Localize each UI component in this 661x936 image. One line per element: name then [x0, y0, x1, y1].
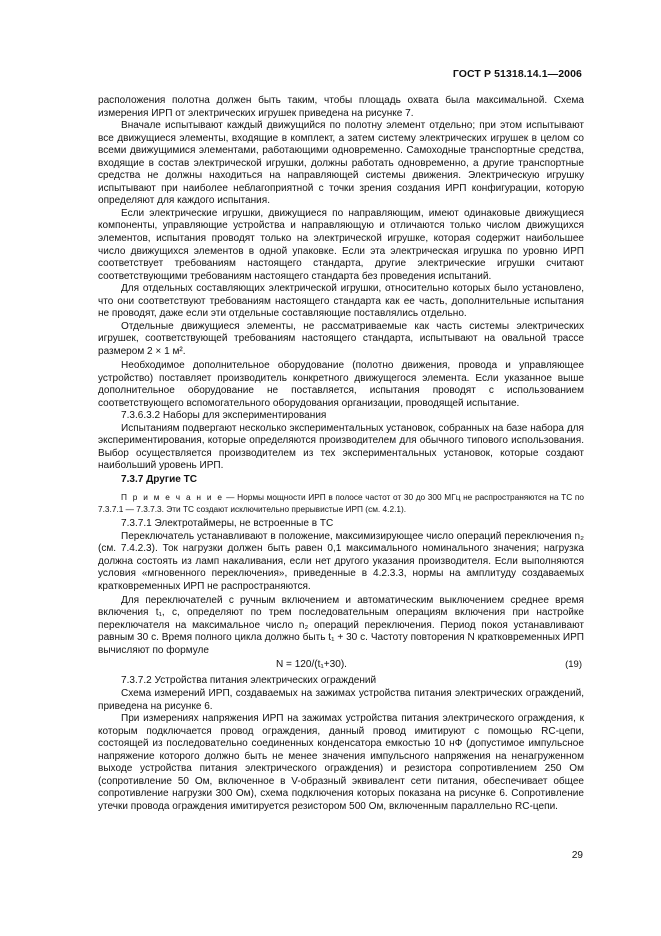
subsection-heading: 7.3.7.1 Электротаймеры, не встроенные в ТС	[121, 517, 334, 529]
subsection-heading: 7.3.6.3.2 Наборы для экспериментирования	[121, 410, 327, 422]
paragraph: Испытаниям подвергают несколько экспериментальных установок, собранных на базе набора для экспериментирования, которые определяются производителем для обычного типового использования. Выбор осуществляется производителем из тех экспериментальных установок, которые создают наибольший уровень ИРП.	[98, 422, 584, 472]
paragraph: При измерениях напряжения ИРП на зажимах устройства питания электрического ограждения, к которым подключается провод ограждения, данный провод имитируют с помощью RC-цепи, состоящей из последовательно соединенных конденсатора емкостью 10 нФ (допустимое импульсное напряжение которого должно быть не менее значения импульсного напряжения на ненагруженном выходе устройства питания электрического ограждения) и резистора сопротивлением 250 Ом (сопротивление 50 Ом, включенное в V-образный эквивалент сети питания, обеспечивает общее сопротивление нагрузки 300 Ом), схема подключения которых показана на рисунке 6. Сопротивление утечки провода ограждения имитируется резистором 500 Ом, включенным параллельно RC-цепи.	[98, 713, 584, 812]
formula-line	[98, 659, 584, 673]
paragraph: расположения полотна должен быть таким, чтобы площадь охвата была максимальной. Схема измерения ИРП от электрических игрушек приведена на рисунке 7.	[98, 95, 584, 119]
paragraph: Отдельные движущиеся элементы, не рассматриваемые как часть системы электрических игрушек, соответствующей требованиям настоящего стандарта, испытывают на овальной трассе размером 2 × 1 м².	[98, 320, 584, 357]
note-text: — Нормы мощности ИРП в полосе частот от 30 до 300 МГц не распространяются на ТС по 7.3.7.1 — 7.3.7.3. Эти ТС создают исключительно прерывистые ИРП (см. 4.2.1).	[98, 491, 584, 514]
paragraph: Для отдельных составляющих электрической игрушки, относительно которых было установлено, что они соответствуют требованиям настоящего стандарта как ее часть, дополнительные испытания не проводят, даже если эти отдельные составляющие поставлялись отдельно.	[98, 283, 584, 320]
paragraph: Для переключателей с ручным включением и автоматическим выключением среднее время включения t₁, с, определяют по трем последовательным операциям включения при настройке переключателя на максимальное число n₂ операций переключения. Период покоя устанавливают равным 30 с. Время полного цикла должно быть t₁ + 30 с. Частоту повторения N кратковременных ИРП вычисляют по формуле	[98, 594, 584, 656]
paragraph: Переключатель устанавливают в положение, максимизирующее число операций переключения n₂ (см. 7.4.2.3). Ток нагрузки должен быть равен 0,1 максимального номинального значения; нагрузка должна состоять из ламп накаливания, если нет другого указания производителя. Если выполняются условия «мгновенного переключения», приведенные в 4.2.3.3, нормы на амплитуду создаваемых кратковременных ИРП не распространяются.	[98, 530, 584, 592]
section-heading: 7.3.7 Другие ТС	[121, 474, 198, 486]
paragraph: Вначале испытывают каждый движущийся по полотну элемент отдельно; при этом испытывают все движущиеся элементы, входящие в комплект, а затем систему электрических игрушек в целом со всеми движущимися элементами, работающими одновременно. Самоходные транспортные средства, входящие в состав электрической игрушки, должны работать одновременно, а другие транспортные средства не должны находиться на направляющей системы движения. Электрическую игрушку испытывают при наиболее неблагоприятной с точки зрения создания ИРП конфигурации, которую определяют для каждого испытания.	[98, 120, 584, 207]
formula: N = 120/(t₁+30).	[276, 659, 347, 671]
standard-header: ГОСТ Р 51318.14.1—2006	[452, 68, 582, 80]
paragraph: Необходимое дополнительное оборудование (полотно движения, провода и управляющее устройство) поставляет производитель конкретного движущегося элемента. Если указанное выше дополнительное оборудование не поставляется, испытания проводят с использованием соответствующего вспомогательного оборудования организации, проводящей испытание.	[98, 359, 584, 409]
note-label: П р и м е ч а н и е	[121, 491, 224, 502]
paragraph: Схема измерений ИРП, создаваемых на зажимах устройства питания электрических ограждений, приведена на рисунке 6.	[98, 688, 584, 712]
subsection-heading: 7.3.7.2 Устройства питания электрических ограждений	[121, 675, 377, 687]
paragraph: Если электрические игрушки, движущиеся по направляющим, имеют одинаковые движущиеся компоненты, управляющие устройства и направляющую и отличаются только числом движущихся элементов, испытания проводят только на электрической игрушке, которая содержит наибольшее число движущихся элементов в одной упаковке. Если эта электрическая игрушка по уровню ИРП соответствует требованиям настоящего стандарта, другие электрические игрушки считают соответствующими требованиям настоящего стандарта без проведения испытаний.	[98, 207, 584, 282]
page-number: 29	[571, 850, 583, 861]
formula-number: (19)	[565, 659, 582, 671]
page-body	[98, 95, 584, 813]
note	[98, 491, 584, 515]
